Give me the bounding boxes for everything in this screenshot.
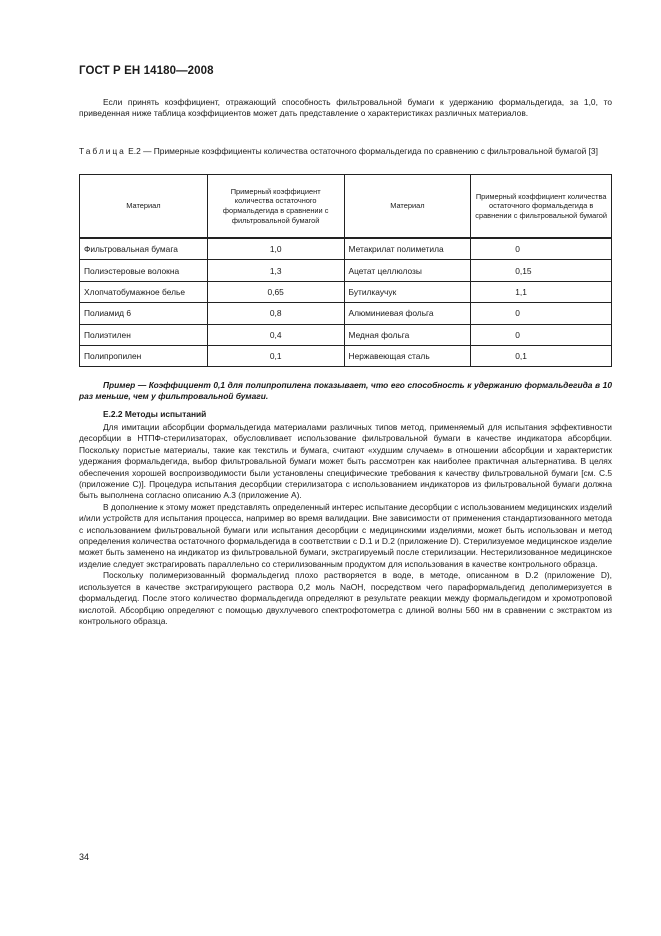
methods-paragraph: Для имитации абсорбции формальдегида материалами различных типов метод, применяемый для испытания эффективности десорбции в НТПФ-стерилизаторах, обусловливает использование фильтровальной бумаги в качестве индикатора абсорбции. Поскольку пористые материалы, такие как текстиль и бумага, считают «худшим случаем» в отношении абсорбции и характеристик удержания формальдегида, выбор фильтровальной бумаги может быть рассмотрен как наиболее практичная альтернатива. В целях обеспечения хорошей воспроизводимости были установлены специфические требования к качеству фильтровальной бумаги [см. С.5 (приложение С)]. Процедура испытания десорбции стерилизатора с использованием индикаторов из фильтровальной бумаги должна быть выполнена согласно описанию А.3 (приложение А).: [79, 422, 612, 501]
table-header-row: [80, 175, 612, 239]
coefficient-right-cell: 0,1: [471, 345, 612, 366]
header-material-left: Материал: [80, 175, 208, 239]
material-right-cell: Нержавеющая сталь: [344, 345, 471, 366]
table-row: [80, 238, 612, 260]
coefficient-right-cell: 1,1: [471, 281, 612, 302]
standard-title: ГОСТ Р ЕН 14180—2008: [79, 65, 214, 77]
coefficient-left-cell: 0,65: [207, 281, 344, 302]
coefficient-left-cell: 0,8: [207, 303, 344, 324]
material-left-cell: Полиамид 6: [80, 303, 208, 324]
table-row: [80, 260, 612, 281]
material-right-cell: Алюминиевая фольга: [344, 303, 471, 324]
coefficients-table: [79, 174, 612, 367]
coefficient-right-cell: 0: [471, 303, 612, 324]
coefficient-left-cell: 1,3: [207, 260, 344, 281]
header-coefficient-right: Примерный коэффициент количества остаточного формальдегида в сравнении с фильтровальной бумагой: [471, 175, 612, 239]
material-right-cell: Ацетат целлюлозы: [344, 260, 471, 281]
material-right-cell: Метакрилат полиметила: [344, 238, 471, 260]
table-caption-label: Таблица: [79, 146, 126, 156]
example-note: [79, 380, 612, 403]
methods-paragraph: Поскольку полимеризованный формальдегид плохо растворяется в воде, в методе, описанном в D.2 (приложение D), используется в качестве экстрагирующего раствора 0,2 моль NaOH, посредством чего параформальдегид деполимеризуется в формальдегид. После этого количество формальдегида определяют в результате реакции между формальдегидом и хромотроповой кислотой. Абсорбцию определяют с помощью двухлучевого спектрофотометра с длиной волны 560 нм в сравнении с экстрактом из контрольного образца.: [79, 570, 612, 626]
table-caption: [79, 146, 612, 157]
coefficient-right-cell: 0: [471, 238, 612, 260]
intro-section: [79, 97, 612, 120]
table-row: [80, 303, 612, 324]
coefficient-right-cell: 0: [471, 324, 612, 345]
material-left-cell: Хлопчатобумажное белье: [80, 281, 208, 302]
material-left-cell: Полипропилен: [80, 345, 208, 366]
table-row: [80, 345, 612, 366]
table-caption-number: Е.2: [128, 146, 141, 156]
table-row: [80, 324, 612, 345]
intro-paragraph: Если принять коэффициент, отражающий способность фильтровальной бумаги к удержанию формальдегида, за 1,0, то приведенная ниже таблица коэффициентов может дать представление о характеристиках различных материалов.: [79, 97, 612, 119]
page-number: 34: [79, 852, 90, 862]
header-material-right: Материал: [344, 175, 471, 239]
example-text: Пример — Коэффициент 0,1 для полипропилена показывает, что его способность к удержанию формальдегида в 10 раз меньше, чем у фильтровальной бумаги.: [79, 380, 612, 402]
coefficient-right-cell: 0,15: [471, 260, 612, 281]
material-left-cell: Фильтровальная бумага: [80, 238, 208, 260]
table-caption-text: — Примерные коэффициенты количества остаточного формальдегида по сравнению с фильтровальной бумагой [3]: [140, 146, 598, 156]
material-right-cell: Бутилкаучук: [344, 281, 471, 302]
material-left-cell: Полиэстеровые волокна: [80, 260, 208, 281]
coefficient-left-cell: 0,1: [207, 345, 344, 366]
material-right-cell: Медная фольга: [344, 324, 471, 345]
methods-paragraph: В дополнение к этому может представлять определенный интерес испытание десорбции с использованием медицинских изделий и/или устройств для испытания процесса, например во время валидации. Вне зависимости от применения стандартизованного метода с использованием фильтровальной бумаги или испытания десорбции с медицинскими изделиями, может быть использован и метод определения количества остаточного формальдегида в соответствии с D.1 и D.2 (приложение D). Стерилизуемое медицинское изделие может быть заменено на индикатор из фильтровальной бумаги, экстрагируемый после стерилизации. Нестерилизованное медицинское изделие следует экстрагировать параллельно со стерилизованным продуктом для использования в качестве контрольного образца.: [79, 501, 612, 569]
table-row: [80, 281, 612, 302]
methods-section: [79, 422, 612, 627]
header-coefficient-left: Примерный коэффициент количества остаточного формальдегида в сравнении с фильтровальной бумагой: [207, 175, 344, 239]
section-heading: Е.2.2 Методы испытаний: [103, 409, 207, 419]
coefficient-left-cell: 0,4: [207, 324, 344, 345]
coefficient-left-cell: 1,0: [207, 238, 344, 260]
material-left-cell: Полиэтилен: [80, 324, 208, 345]
